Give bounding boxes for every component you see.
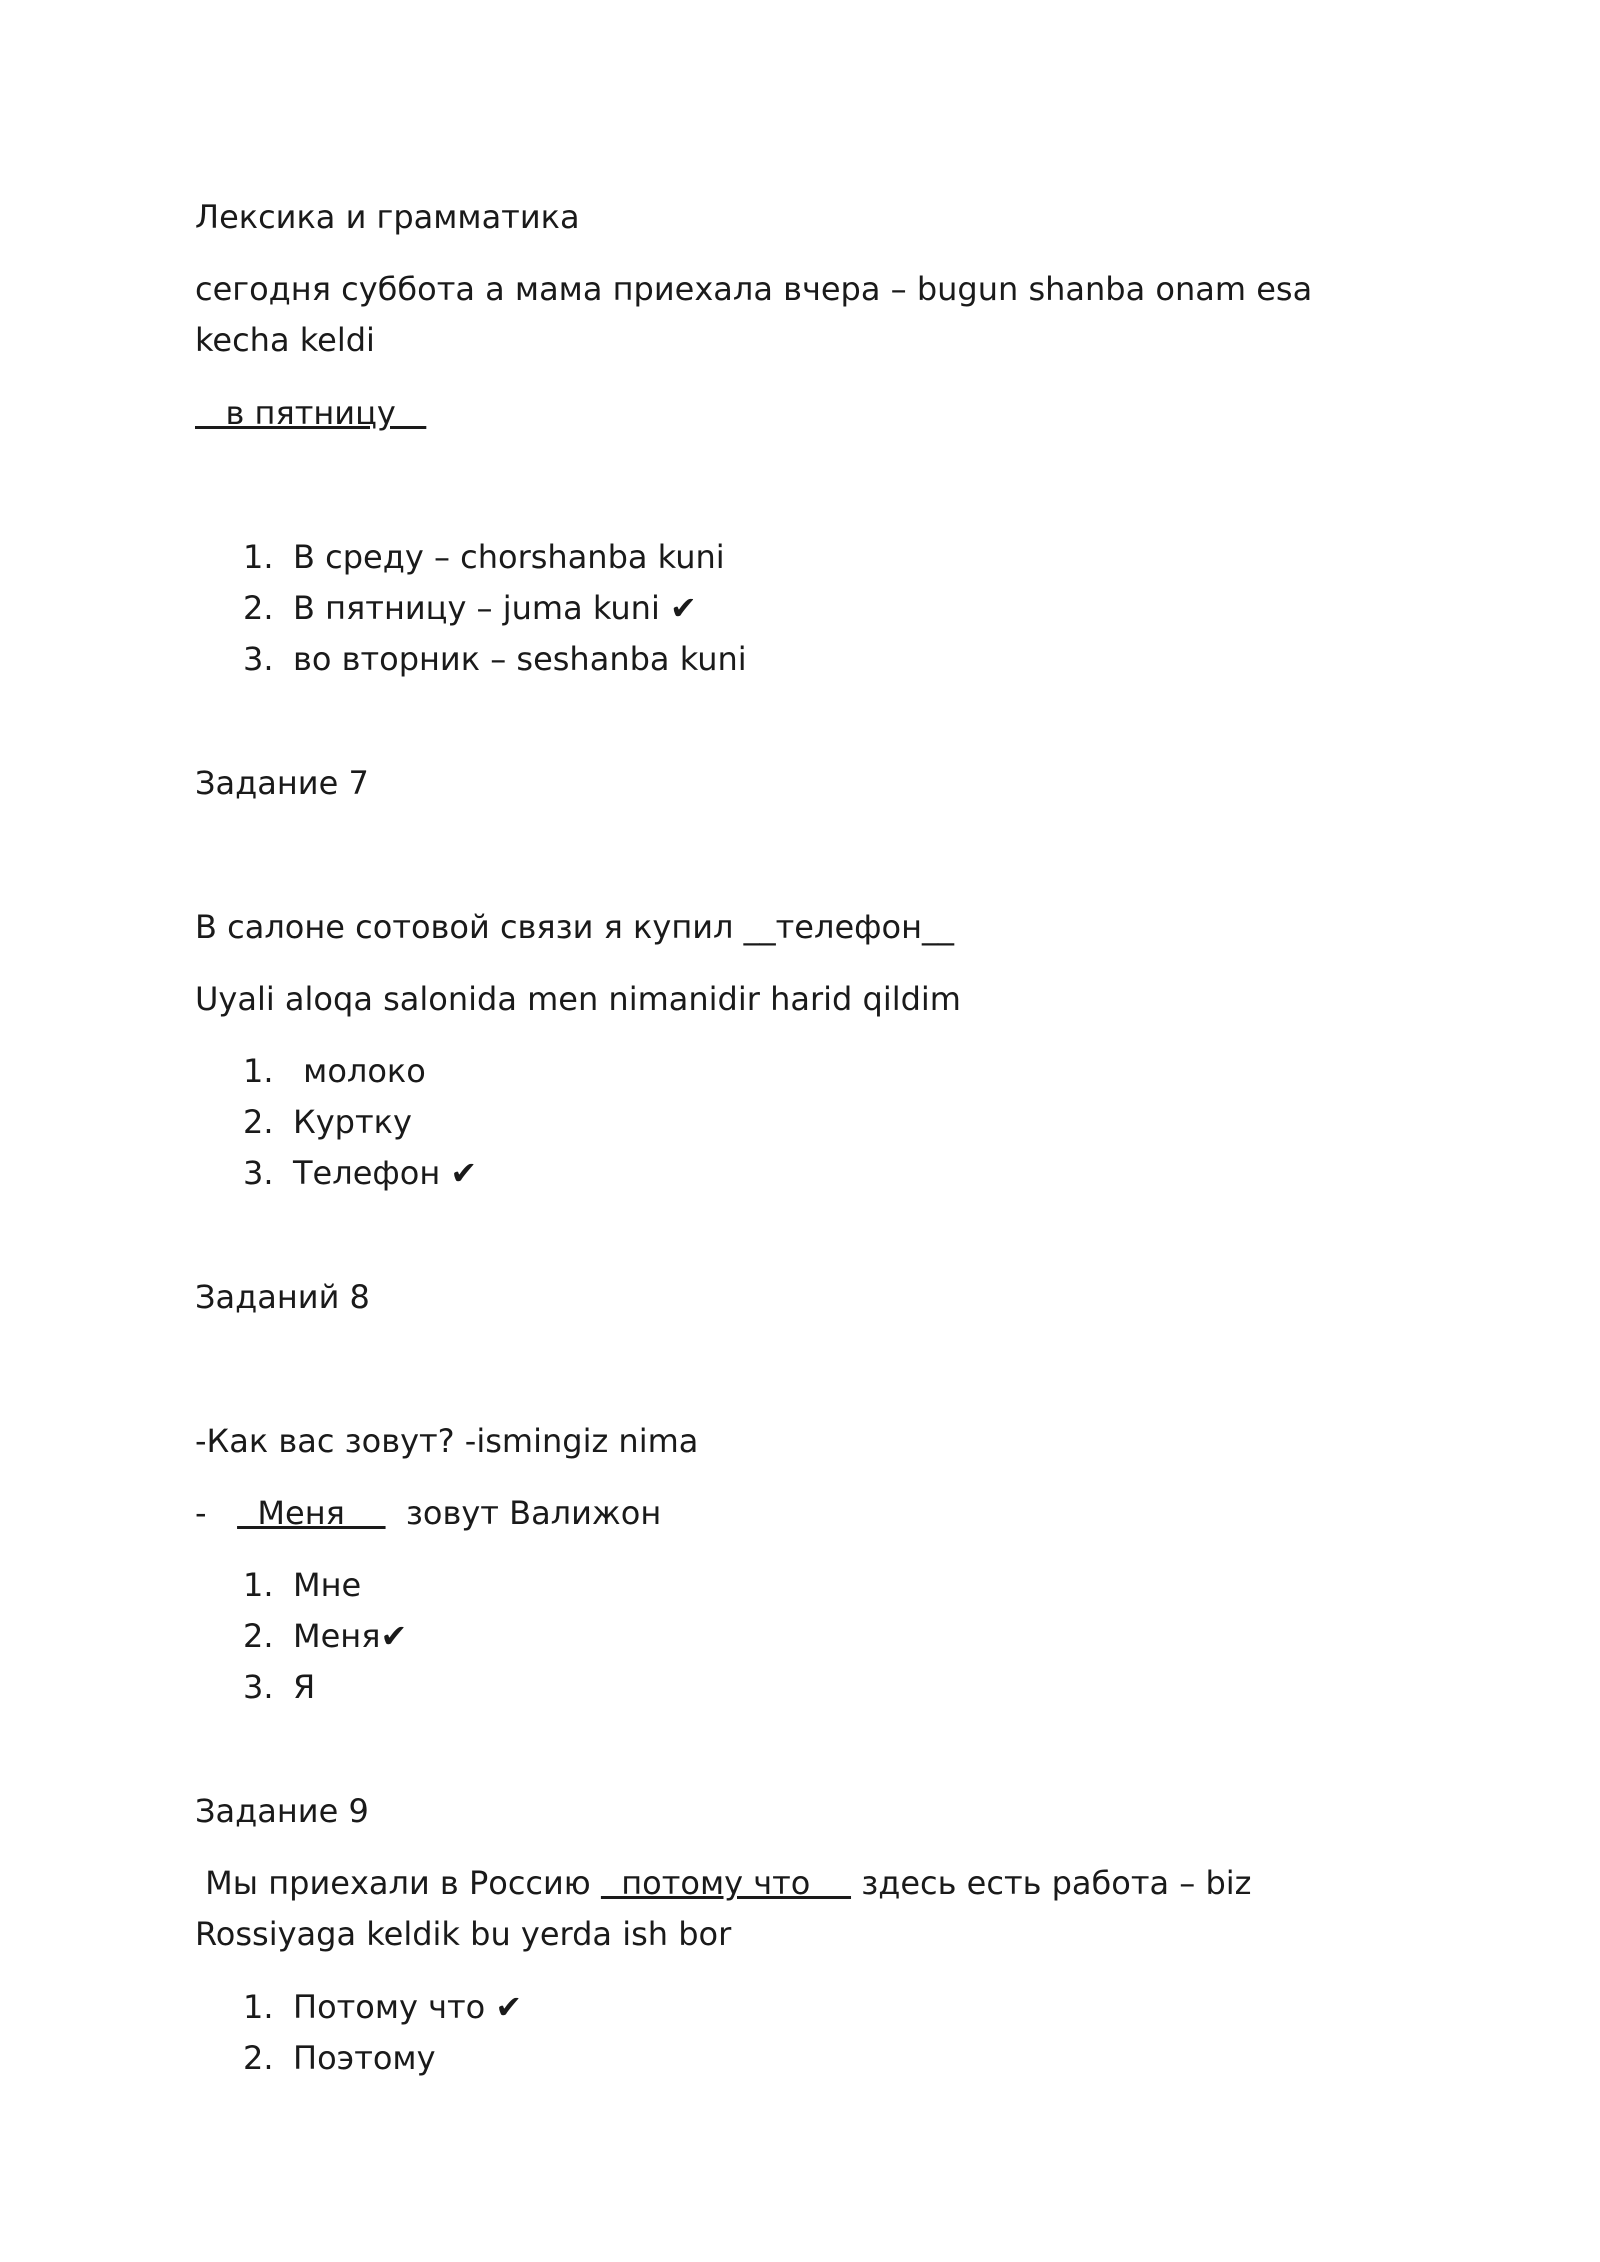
section-heading: Лексика и грамматика: [195, 198, 580, 236]
q8-option-1: 1. Мне: [243, 1566, 362, 1604]
q6-sentence: сегодня суббота а мама приехала вчера – bugun shanba onam esa kecha keldi: [195, 270, 1313, 359]
q7-option-3: 3. Телефон ✔: [243, 1154, 478, 1192]
q7-translation: Uyali aloqa salonida men nimanidir harid qildim: [195, 980, 961, 1018]
q8-option-2: 2. Меня✔: [243, 1617, 408, 1655]
q9-option-2: 2. Поэтому: [243, 2039, 436, 2077]
q9-option-1: 1. Потому что ✔: [243, 1988, 523, 2026]
q7-sentence: В салоне сотовой связи я купил __телефон__: [195, 908, 954, 946]
q7-options: [243, 1046, 477, 1199]
q9-title: Задание 9: [195, 1792, 369, 1830]
q9-options: [243, 1982, 522, 2084]
q9-blank-text: потому что: [600, 1864, 852, 1902]
q8-answer: - Меня зовут Валижон: [195, 1494, 662, 1532]
q9-sentence: Мы приехали в Россию потому что здесь есть работа – biz Rossiyaga keldik bu yerda ish bor: [195, 1864, 1252, 1953]
q8-question: -Как вас зовут? -ismingiz nima: [195, 1422, 699, 1460]
q6-options: [243, 532, 747, 685]
q8-options: [243, 1560, 407, 1713]
q6-option-2: 2. В пятницу – juma kuni ✔: [243, 589, 697, 627]
q8-title: Заданий 8: [195, 1278, 370, 1316]
q8-blank-text: Меня: [237, 1494, 386, 1532]
q6-blank-text: в пятницу: [195, 394, 427, 432]
q7-title: Задание 7: [195, 764, 369, 802]
q6-option-1: 1. В среду – chorshanba kuni: [243, 538, 725, 576]
q6-option-3: 3. во вторник – seshanba kuni: [243, 640, 747, 678]
q7-option-2: 2. Куртку: [243, 1103, 412, 1141]
q7-option-1: 1. молоко: [243, 1052, 426, 1090]
q8-option-3: 3. Я: [243, 1668, 316, 1706]
q6-answer-blank: [195, 388, 1395, 439]
